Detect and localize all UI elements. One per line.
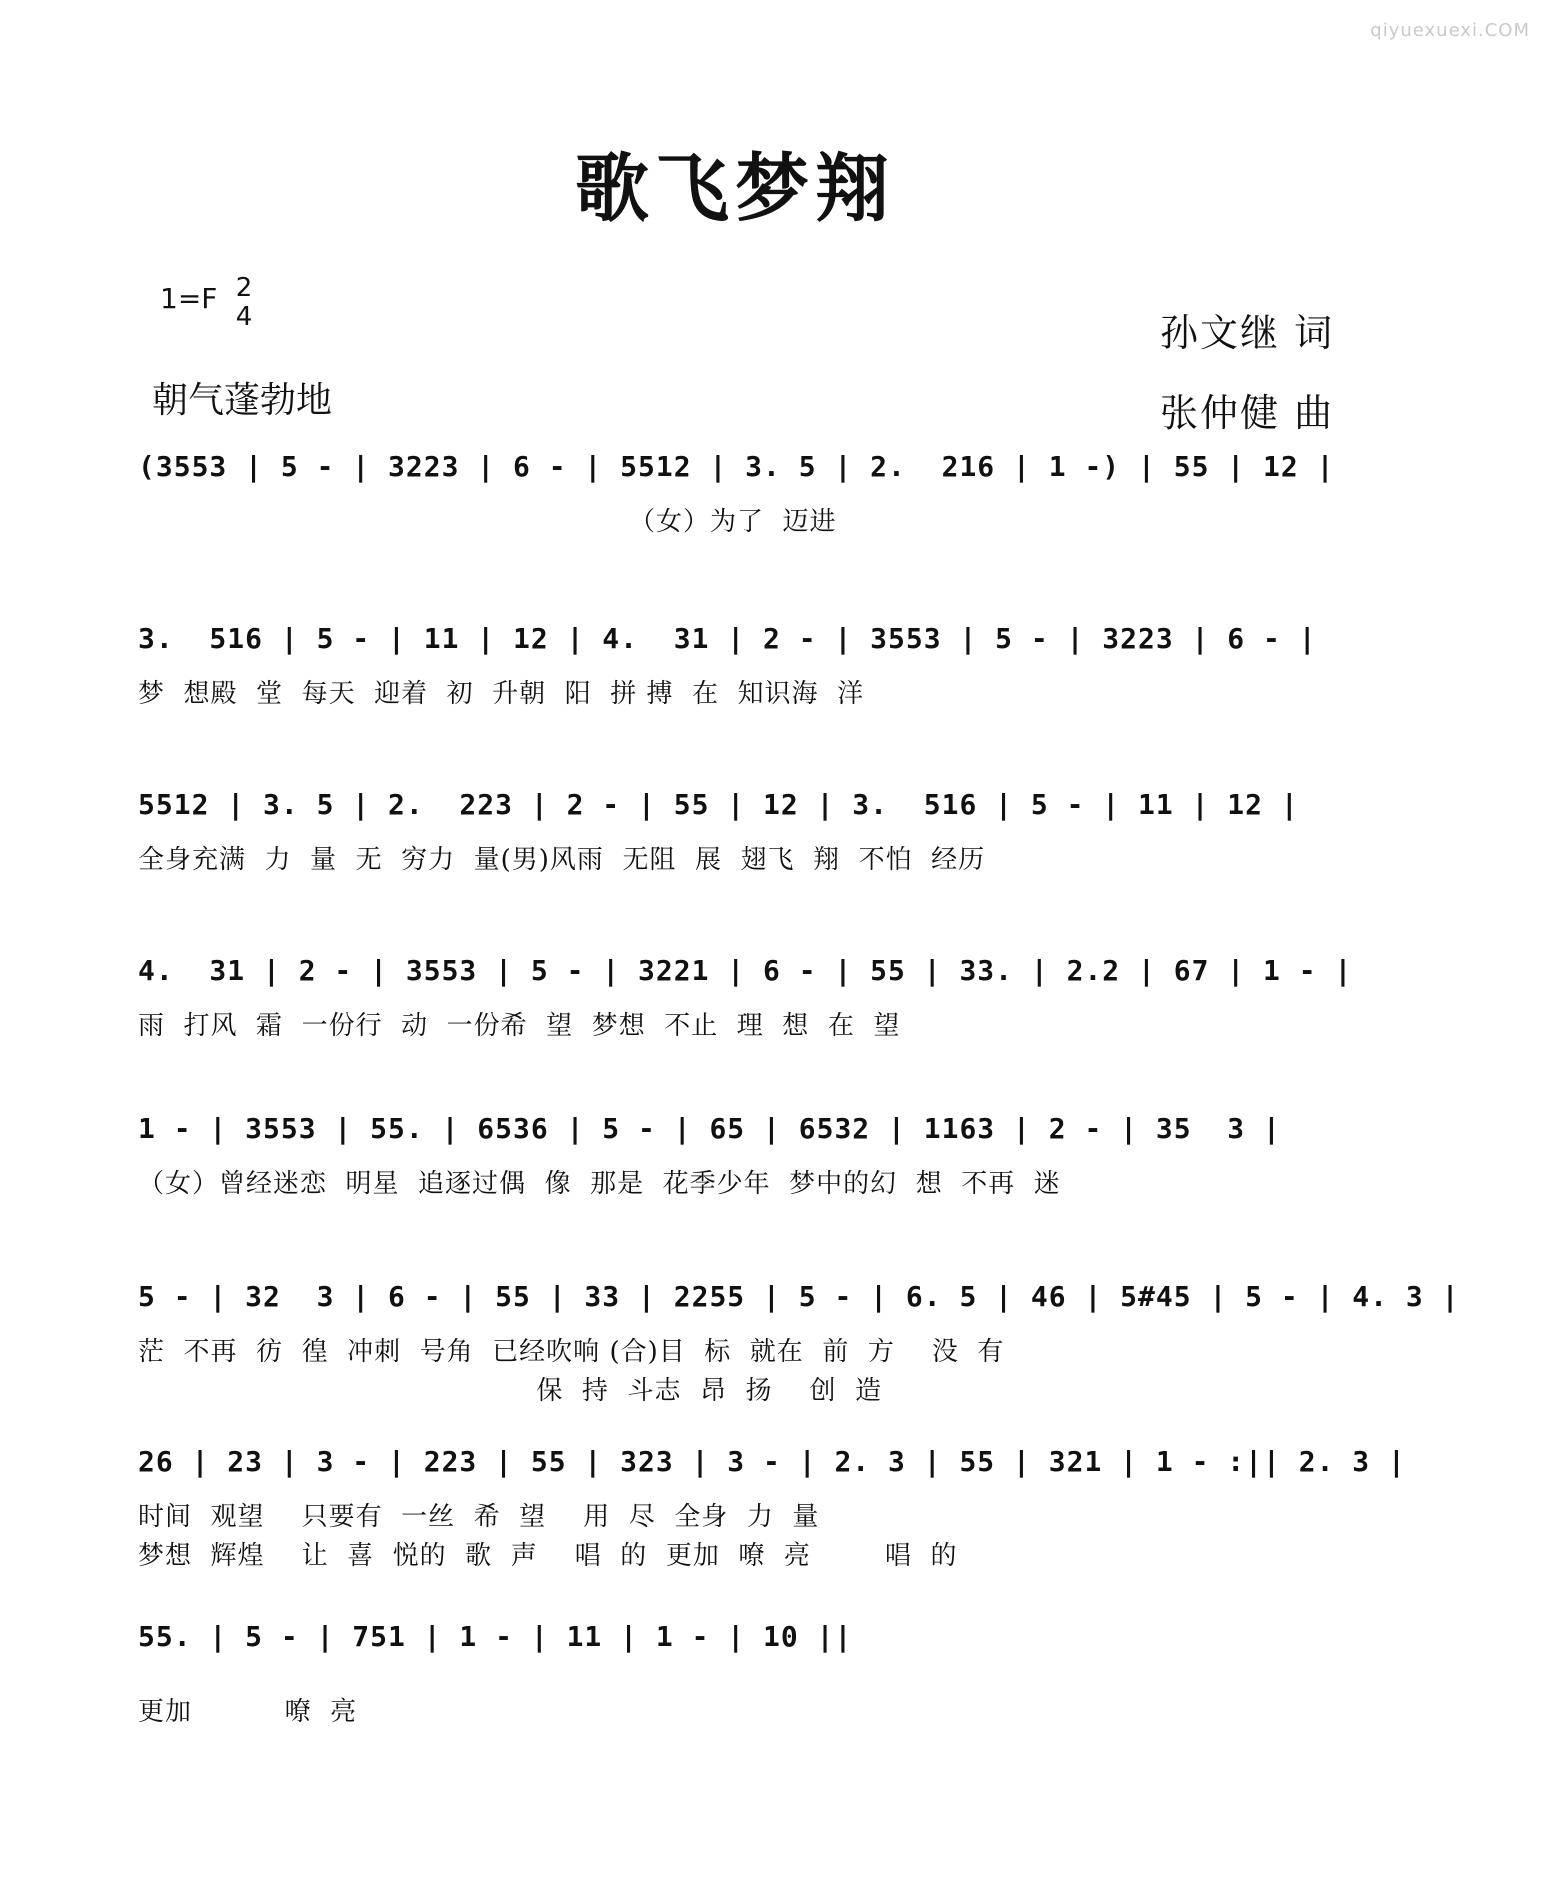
row-7-lyrics-verse-2: 梦想 辉煌 让 喜 悦的 歌 声 唱 的 更加 嘹 亮 唱 的 (138, 1541, 958, 1571)
lyricist-credit: 孙文继 词 (1160, 311, 1335, 355)
row-7-lyrics: 时间 观望 只要有 一丝 希 望 用 尽 全身 力 量 (138, 1502, 820, 1532)
key-signature: 1=F (160, 282, 218, 315)
score-row-7 (138, 1445, 1406, 1572)
row-1-notes: (3553 | 5 - | 3223 | 6 - | 5512 | 3. 5 | 2. 216 | 1 -) | 55 | 12 | (138, 450, 1335, 483)
tempo-marking: 朝气蓬勃地 (152, 380, 333, 421)
site-watermark: qiyuexuexi.COM (1370, 20, 1530, 41)
row-3-notes: 5512 | 3. 5 | 2. 223 | 2 - | 55 | 12 | 3. 516 | 5 - | 11 | 12 | (138, 788, 1299, 821)
row-3-lyrics: 全身充满 力 量 无 穷力 量(男)风雨 无阻 展 翅飞 翔 不怕 经历 (138, 845, 986, 875)
row-4-notes: 4. 31 | 2 - | 3553 | 5 - | 3221 | 6 - | 55 | 33. | 2.2 | 67 | 1 - | (138, 954, 1353, 987)
row-1-lyrics: （女）为了 迈进 (138, 507, 837, 537)
row-8-notes: 55. | 5 - | 751 | 1 - | 11 | 1 - | 10 || (138, 1620, 853, 1653)
score-row-6 (138, 1280, 1460, 1407)
row-4-lyrics: 雨 打风 霜 一份行 动 一份希 望 梦想 不止 理 想 在 望 (138, 1011, 901, 1041)
row-2-lyrics: 梦 想殿 堂 每天 迎着 初 升朝 阳 拼 搏 在 知识海 洋 (138, 679, 865, 709)
row-5-notes: 1 - | 3553 | 55. | 6536 | 5 - | 65 | 6532 | 1163 | 2 - | 35 3 | (138, 1112, 1281, 1145)
row-2-notes: 3. 516 | 5 - | 11 | 12 | 4. 31 | 2 - | 3553 | 5 - | 3223 | 6 - | (138, 622, 1317, 655)
score-row-8 (138, 1620, 1368, 1728)
score-row-2 (138, 622, 1368, 710)
time-signature-bottom: 4 (235, 302, 253, 332)
composer-credit: 张仲健 曲 (1160, 391, 1335, 435)
row-6-lyrics: 茫 不再 彷 徨 冲刺 号角 已经吹响 (合)目 标 就在 前 方 没 有 (138, 1337, 1005, 1367)
score-row-4 (138, 954, 1368, 1042)
row-6-notes: 5 - | 32 3 | 6 - | 55 | 33 | 2255 | 5 - | 6. 5 | 46 | 5#45 | 5 - | 4. 3 | (138, 1280, 1460, 1313)
time-signature-top: 2 (235, 273, 253, 303)
score-row-3 (138, 788, 1368, 876)
time-signature (232, 274, 256, 332)
row-7-notes: 26 | 23 | 3 - | 223 | 55 | 323 | 3 - | 2. 3 | 55 | 321 | 1 - :|| 2. 3 | (138, 1445, 1406, 1478)
song-title: 歌飞梦翔 (575, 146, 895, 232)
score-row-5 (138, 1112, 1368, 1200)
row-8-lyrics: 更加 嘹 亮 (138, 1697, 358, 1727)
row-5-lyrics: （女）曾经迷恋 明星 追逐过偶 像 那是 花季少年 梦中的幻 想 不再 迷 (138, 1169, 1061, 1199)
row-6-lyrics-verse-2: 保 持 斗志 昂 扬 创 造 (138, 1376, 883, 1406)
score-row-1 (138, 450, 1368, 538)
